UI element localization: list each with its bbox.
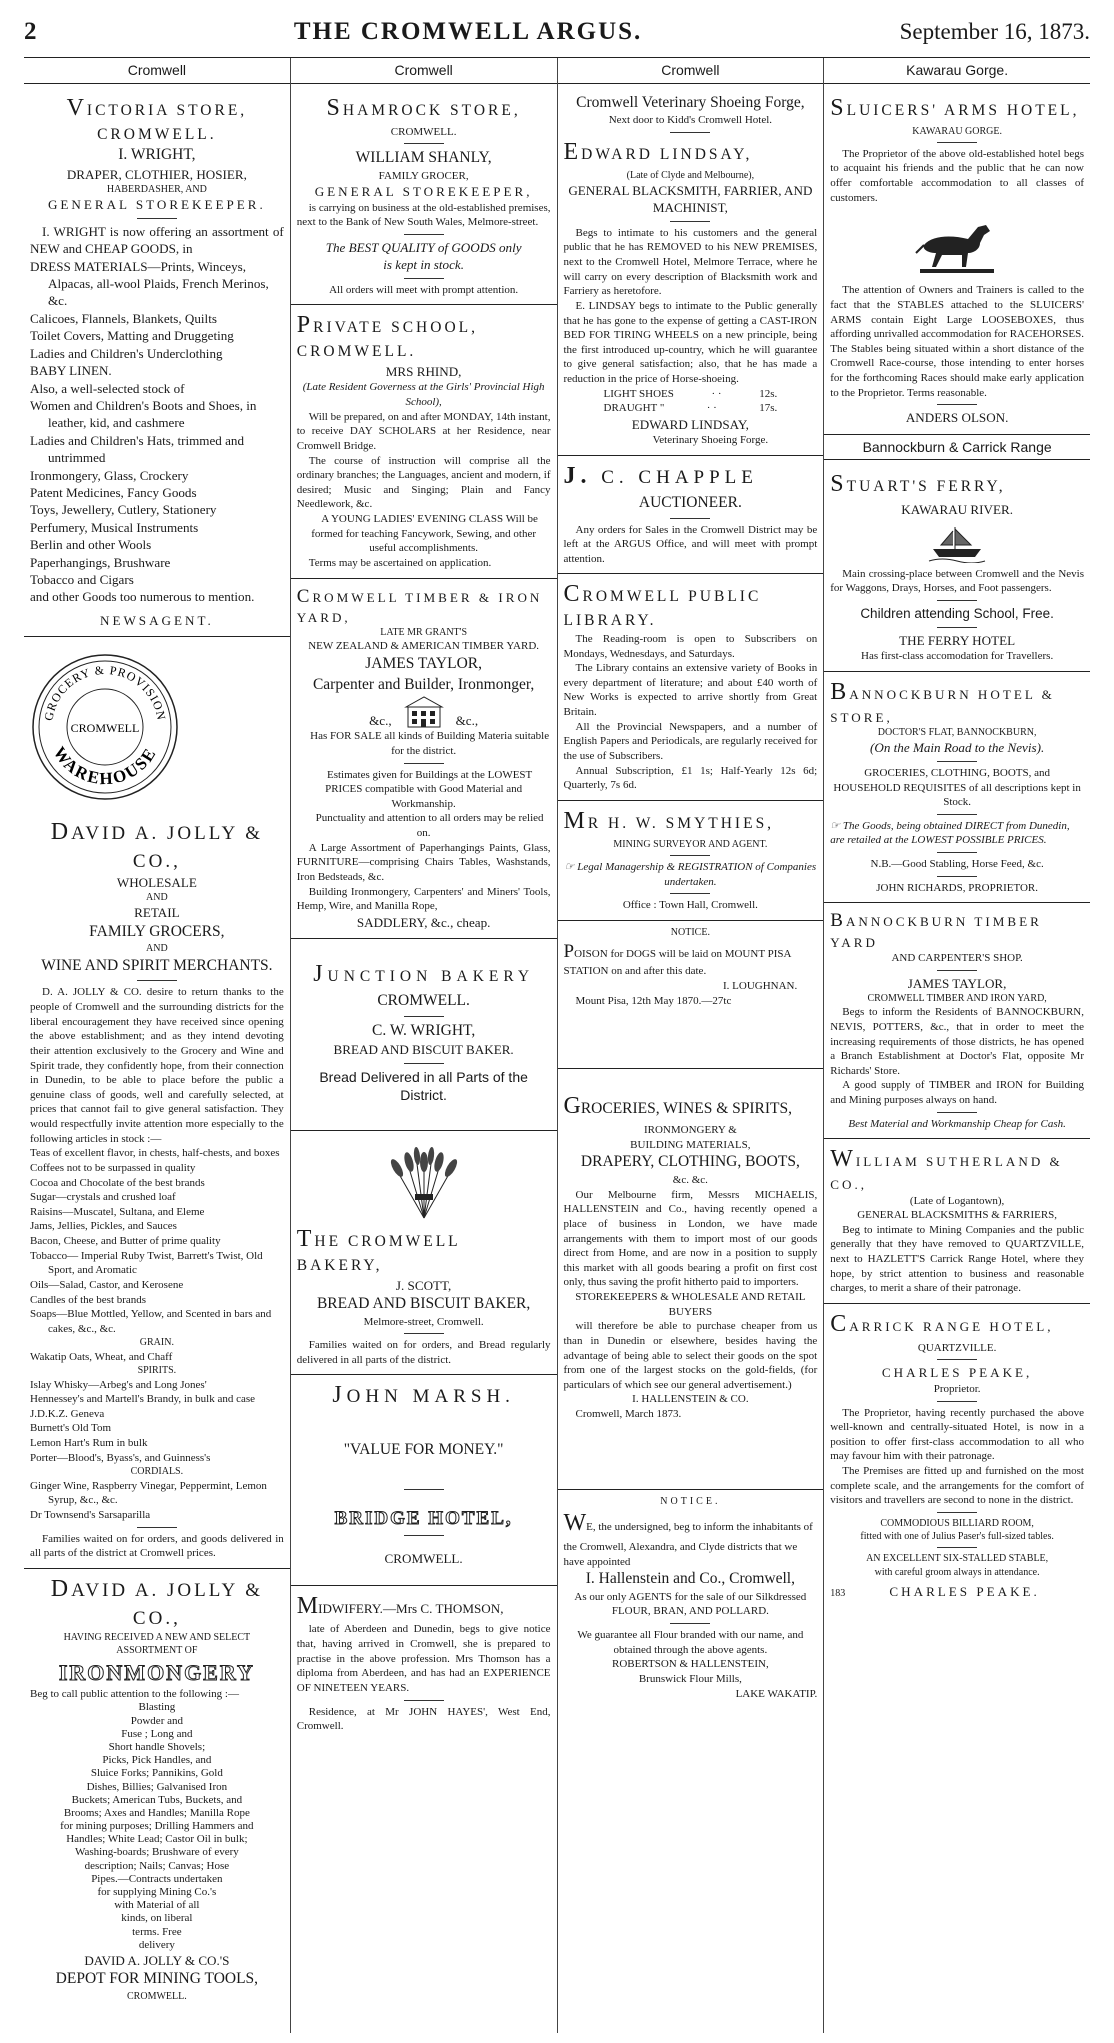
hallenstein-body: Our Melbourne firm, Messrs MICHAELIS, HALLENSTEIN and Co., having recently opened a place of business in London, we have made arrangements with them to import most of our goods direct from Home, and are now in a position to supply this market with all goods bearing a profit on first cost only, thus saving the profit hitherto paid to importers. (563, 1188, 818, 1289)
list-item: Soaps—Blue Mottled, Yellow, and Scented in bars and cakes, &c., &c. (30, 1308, 272, 1335)
smythies-trade: MINING SURVEYOR AND AGENT. (613, 838, 768, 850)
list-item: BABY LINEN. (30, 363, 112, 379)
jolly2-sub2: ASSORTMENT OF (116, 1645, 198, 1657)
list-item: description; Nails; Canvas; Hose (84, 1859, 230, 1872)
notice2-body: WE, the undersigned, beg to inform the inhabitants of the Cromwell, Alexandra, and Clyde districts that we have appointed (563, 1510, 813, 1568)
forge-trade: GENERAL BLACKSMITH, FARRIER, AND MACHINIST, (568, 183, 813, 216)
carrick-prop: Proprietor. (933, 1382, 981, 1395)
price-draught: DRAUGHT " · · 17s. (603, 402, 778, 415)
timber-tools: Building Ironmongery, Carpenters' and Miners' Tools, Hemp, Wire, and Manilla Rope, (296, 885, 551, 913)
carrick-stable: AN EXCELLENT SIX-STALLED STABLE, (866, 1553, 1049, 1565)
smythies-title: MR H. W. SMYTHIES, (563, 807, 775, 834)
timber-paper: A Large Assortment of Paperhangings Paints, Glass, FURNITURE—comprising Chairs Tables, Washstands, Iron Bedsteads, &c. (296, 841, 551, 883)
victoria-owner: I. WRIGHT, (118, 146, 196, 164)
junction-place: CROMWELL. (377, 992, 470, 1010)
list-item: Blasting (138, 1701, 176, 1714)
carrick-owner: CHARLES PEAKE, (881, 1365, 1033, 1381)
list-item: Islay Whisky—Arbeg's and Long Jones' (30, 1378, 207, 1391)
marsh-slogan: "VALUE FOR MONEY." (343, 1441, 504, 1459)
carrick-sig: CHARLES PEAKE. (889, 1584, 1040, 1600)
sluicers-title: SLUICERS' ARMS HOTEL, (830, 94, 1080, 121)
shamrock-owner: WILLIAM SHANLY, (355, 149, 492, 167)
wheat-sheaf-icon (379, 1140, 469, 1220)
btimber-body-2: A good supply of TIMBER and IRON for Building and Mining purposes always on hand. (830, 1079, 1084, 1107)
sutherland-body: Beg to intimate to Mining Companies and the public generally that they have removed to QUARTZVILLE, next to HAZLETT'S Carrick Range Hotel, where they hope, by strict attention to business and reasonable charges, to merit a share of their patronage. (830, 1223, 1084, 1295)
list-item: Jams, Jellies, Pickles, and Sauces (30, 1220, 177, 1233)
ad-chapple (558, 456, 824, 574)
forge-sig-1: EDWARD LINDSAY, (631, 416, 749, 432)
library-b1: The Reading-room is open to Subscribers on Mondays, Wednesdays, and Saturdays. (563, 632, 818, 660)
column-1 (24, 58, 290, 2033)
jolly1-l2: AND (146, 892, 168, 904)
notice2-guar: We guarantee all Flour branded with our name, and obtained through the above agents. (577, 1629, 804, 1656)
midwifery-body: late of Aberdeen and Dunedin, begs to give notice that, having arrived in Cromwell, she is prepared to practise in the above profession. Mrs Thomson has a diploma from Aberdeen, and has had an EXPERIENCE OF NINETEEN YEARS. (296, 1623, 551, 1694)
ad-junction-bakery (291, 939, 557, 1131)
jolly1-title: DAVID A. JOLLY & CO., (50, 818, 264, 872)
masthead (24, 18, 1090, 58)
stuart-body: Main crossing-place between Cromwell and the Nevis for Waggons, Drays, Horses, and Foot passengers. (830, 567, 1084, 595)
poison-body: POISON for DOGS will be laid on MOUNT PISA STATION on and after this date. (563, 941, 791, 978)
cordials-items (30, 1479, 284, 1523)
bannockburn-road: (On the Main Road to the Nevis). (870, 740, 1045, 756)
jolly1-items (30, 1146, 284, 1336)
junction-title: JUNCTION BAKERY (313, 961, 535, 988)
victoria-title: VICTORIA STORE, CROMWELL. (66, 94, 248, 143)
school-body-4: Terms may be ascertained on application. (308, 556, 492, 569)
bakery-title: THE CROMWELL BAKERY, (296, 1225, 461, 1274)
ad-private-school (291, 305, 557, 578)
shamrock-gen: GENERAL STOREKEEPER, (314, 184, 533, 200)
list-item: Dr Townsend's Sarsaparilla (30, 1508, 151, 1521)
carrick-title: CARRICK RANGE HOTEL, (830, 1310, 1054, 1337)
carrick-footer (830, 1583, 1084, 1600)
price-light-shoes: LIGHT SHOES · · 12s. (603, 387, 778, 400)
hallenstein-body-2: will therefore be able to purchase cheaper from us than in Dunedin or elsewhere, besides having the advantage of being able to select their goods on the spot from one of the largest stocks on the gold-fields, (for particulars of which see our general advertisement.) (563, 1320, 818, 1391)
chapple-body: Any orders for Sales in the Cromwell District may be left at the ARGUS Office, and will meet with prompt attention. (563, 523, 818, 565)
timber-est: Estimates given for Buildings at the LOWEST PRICES compatible with Good Material and Workmanship. (325, 768, 533, 810)
stuart-school: Children attending School, Free. (860, 605, 1054, 621)
list-item: kinds, on liberal (121, 1912, 193, 1925)
sluicers-body-2: The attention of Owners and Trainers is called to the fact that the STABLES attached to the SLUICERS' ARMS contain Eight Large LOOSEBOXES, thus affording unrivalled accommodation for RACEHORSES. The Stables being situated within a short distance of the Cromwell Race-course, those intending to enter horses for the forthcoming Races should make early application to the Proprietor. Terms reasonable. (830, 284, 1084, 399)
notice2-sole: As our only AGENTS for the sale of our Silkdressed (574, 1590, 807, 1603)
list-item: Perfumery, Musical Instruments (30, 519, 199, 535)
list-item: Calicoes, Flannels, Blankets, Quilts (30, 310, 217, 326)
column-1-header: Cromwell (24, 58, 290, 84)
ad-poison-notice (558, 921, 824, 1069)
ironmongery-banner: IRONMONGERY (58, 1659, 255, 1685)
bannockburn-place: DOCTOR'S FLAT, BANNOCKBURN, (877, 727, 1037, 739)
page-number: 2 (24, 18, 37, 45)
stuart-place: KAWARAU RIVER. (901, 502, 1013, 518)
column-2-header: Cromwell (291, 58, 557, 84)
list-item: Pipes.—Contracts undertaken (91, 1872, 223, 1885)
ad-john-marsh (291, 1375, 557, 1585)
ad-public-library (558, 574, 824, 800)
btimber-body: Begs to inform the Residents of BANNOCKBURN, NEVIS, POTTERS, &c., that in order to meet the increasing requirements of those districts, he has opened a Branch Establishment at Doctor's Flat, opposite Mr Richards' Store. (830, 1006, 1084, 1077)
timber-owner: JAMES TAYLOR, (365, 655, 482, 673)
bakery-note: Families waited on for orders, and Bread regularly delivered in all parts of the district. (296, 1339, 551, 1366)
hallenstein-sig: I. HALLENSTEIN & CO. (632, 1393, 749, 1406)
shamrock-trade: FAMILY GROCER, (378, 169, 469, 182)
hallenstein-l2: IRONMONGERY & (643, 1124, 737, 1137)
forge-late: (Late of Clyde and Melbourne), (626, 169, 755, 181)
bakery-addr: Melmore-street, Cromwell. (363, 1315, 484, 1328)
bakery-trade: BREAD AND BISCUIT BAKER, (316, 1294, 531, 1312)
ad-cromwell-bakery (291, 1131, 557, 1375)
ad-bannockburn-timber (824, 903, 1090, 1139)
stuart-acc: Has first-class accomodation for Travellers. (861, 650, 1054, 663)
victoria-items (30, 258, 284, 606)
shamrock-body: is carrying on business at the old-established premises, next to the Bank of New South Wales, Melmore-street. (296, 201, 551, 229)
ad-timber-yard (291, 579, 557, 940)
ad-shoeing-forge (558, 88, 824, 456)
bannockburn-title: BANNOCKBURN HOTEL & STORE, (830, 678, 1055, 725)
shamrock-footer: All orders will meet with prompt attention. (329, 283, 519, 296)
school-title: PRIVATE SCHOOL, CROMWELL. (296, 312, 478, 361)
marsh-place: CROMWELL. (384, 1551, 463, 1567)
jolly1-l4: FAMILY GROCERS, (89, 922, 225, 940)
notice2-sig-2: Brunswick Flour Mills, (638, 1672, 742, 1685)
hallenstein-l3: BUILDING MATERIALS, (630, 1138, 751, 1151)
bannockburn-nb: N.B.—Good Stabling, Horse Feed, &c. (870, 858, 1044, 871)
list-item: Coffees not to be surpassed in quality (30, 1161, 196, 1174)
junction-trade: BREAD AND BISCUIT BAKER. (333, 1042, 514, 1058)
list-item: and other Goods too numerous to mention. (30, 589, 255, 605)
list-item: Teas of excellent flavor, in chests, half-chests, and boxes (30, 1147, 280, 1160)
ad-victoria-store (24, 88, 290, 638)
list-item: J.D.K.Z. Geneva (30, 1407, 105, 1420)
sutherland-title: WILLIAM SUTHERLAND & CO., (830, 1146, 1063, 1193)
list-item: Lemon Hart's Rum in bulk (30, 1437, 148, 1450)
smythies-legal: ☞ Legal Managership & REGISTRATION of Companies undertaken. (564, 861, 817, 888)
ad-sutherland (824, 1139, 1090, 1304)
btimber-sub: AND CARPENTER'S SHOP. (891, 951, 1023, 964)
sluicers-place: KAWARAU GORGE. (912, 125, 1002, 137)
bridge-hotel-title: BRIDGE HOTEL, (334, 1507, 513, 1529)
timber-punct: Punctuality and attention to all orders may be relied on. (315, 812, 544, 840)
sluicers-body-1: The Proprietor of the above old-established hotel begs to acquaint his friends and the public that he can now offer comfortable accommodation to all classes of customers. (830, 147, 1084, 204)
list-item: Patent Medicines, Fancy Goods (30, 484, 197, 500)
list-item: Candles of the best brands (30, 1293, 147, 1306)
list-item: Buckets; American Tubs, Buckets, and (71, 1793, 243, 1806)
ad-carrick-range-hotel (824, 1304, 1090, 1608)
jolly2-items (30, 1701, 284, 1952)
victoria-intro: I. WRIGHT is now offering an assortment of NEW and CHEAP GOODS, in (30, 223, 284, 257)
shamrock-place: CROMWELL. (390, 125, 457, 138)
victoria-trades: DRAPER, CLOTHIER, HOSIER, (66, 166, 247, 182)
smythies-office: Office : Town Hall, Cromwell. (622, 899, 758, 912)
timber-trade: Carpenter and Builder, Ironmonger, (312, 675, 535, 693)
timber-sale: Has FOR SALE all kinds of Building Materia suitable for the district. (310, 730, 550, 757)
notice2-sig-1: ROBERTSON & HALLENSTEIN, (612, 1658, 769, 1671)
list-item: Picks, Pick Handles, and (102, 1754, 212, 1767)
chapple-title: J. C. CHAPPLE (563, 463, 758, 490)
junction-owner: C. W. WRIGHT, (372, 1021, 476, 1039)
ad-jolly-ironmongery (24, 1569, 290, 2011)
school-body-3: A YOUNG LADIES' EVENING CLASS Will be formed for teaching Fancywork, Sewing, and other useful accomplishments. (311, 513, 538, 555)
notice2-flour: FLOUR, BRAN, AND POLLARD. (611, 1605, 769, 1618)
jolly2-f3: CROMWELL. (127, 1991, 187, 2002)
poison-sig: I. LOUGHNAN. (723, 980, 798, 993)
list-item: Burnett's Old Tom (30, 1422, 112, 1435)
stuart-hotel: THE FERRY HOTEL (899, 632, 1016, 648)
forge-body-1: Begs to intimate to his customers and the general public that he has REMOVED to his NEW PREMISES, next to the Cromwell Hotel, Melmore Terrace, where he will carry on every description of Blacksmith work and Farriery as heretofore. (563, 226, 818, 298)
school-name: MRS RHIND, (385, 363, 462, 379)
list-item: Cocoa and Chocolate of the best brands (30, 1176, 205, 1189)
timber-title: CROMWELL TIMBER & IRON YARD, (296, 585, 543, 625)
jolly1-l1: WHOLESALE (116, 874, 197, 890)
list-item: Ginger Wine, Raspberry Vinegar, Peppermint, Lemon Syrup, &c., &c. (30, 1479, 267, 1507)
jolly2-f2: DEPOT FOR MINING TOOLS, (55, 1970, 259, 1988)
forge-sub: Next door to Kidd's Cromwell Hotel. (608, 114, 773, 127)
ad-bannockburn-hotel (824, 672, 1090, 903)
svg-text:GROCERY & PROVISION: GROCERY & PROVISION (41, 662, 169, 723)
list-item: Dishes, Billies; Galvanised Iron (86, 1780, 228, 1793)
library-b3: All the Provincial Newspapers, and a number of English Papers and Periodicals, are regularly received for the use of Subscribers. (563, 720, 818, 762)
jolly2-f1: DAVID A. JOLLY & CO.'S (84, 1952, 230, 1968)
btimber-yard: CROMWELL TIMBER AND IRON YARD, (867, 992, 1047, 1004)
list-item: terms. Free (132, 1925, 182, 1938)
list-item: Sluice Forks; Pannikins, Gold (90, 1767, 223, 1780)
list-item: for mining purposes; Drilling Hammers and (60, 1820, 254, 1833)
issue-date: September 16, 1873. (899, 19, 1090, 44)
list-item: Ladies and Children's Underclothing (30, 345, 223, 361)
sutherland-trade: GENERAL BLACKSMITHS & FARRIERS, (857, 1209, 1058, 1222)
stuart-title: STUART'S FERRY, (830, 471, 1006, 498)
list-item: Raisins—Muscatel, Sultana, and Eleme (30, 1205, 205, 1218)
svg-text:WAREHOUSE: WAREHOUSE (49, 743, 161, 789)
school-body-2: The course of instruction will comprise all the ordinary branches; the Languages, ancient and modern, if desired; Music and Singing; Plain and Fancy Needlework, &c. (296, 454, 551, 511)
building-icon (402, 695, 446, 729)
chapple-trade: AUCTIONEER. (638, 493, 742, 511)
carrick-body-1: The Proprietor, having recently purchased the above well-known and centrally-situated Hotel, is now in a position to offer first-class accommodation to all who may favour him with their patronage. (830, 1406, 1084, 1463)
school-body-1: Will be prepared, on and after MONDAY, 14th instant, to receive DAY SCHOLARS at her Residence, near Cromwell Bridge. (296, 410, 551, 452)
list-item: Handles; White Lead; Castor Oil in bulk; (66, 1833, 248, 1846)
midwifery-title: MIDWIFERY.—Mrs C. THOMSON, (296, 1592, 504, 1619)
sutherland-late: (Late of Logantown), (909, 1194, 1005, 1207)
notice2-sig-3: LAKE WAKATIP. (735, 1687, 818, 1700)
ad-shamrock-store (291, 88, 557, 306)
shamrock-title: SHAMROCK STORE, (326, 94, 521, 121)
list-item: Paperhangings, Brushware (30, 554, 171, 570)
list-item: Ladies and Children's Hats, trimmed and untrimmed (30, 432, 244, 466)
timber-nz: NEW ZEALAND & AMERICAN TIMBER YARD. (308, 640, 540, 653)
victoria-hab: HABERDASHER, AND (106, 184, 207, 196)
racehorse-icon (912, 209, 1002, 279)
bannockburn-sig: JOHN RICHARDS, PROPRIETOR. (876, 881, 1039, 894)
list-item: Washing-boards; Brushware of every (74, 1846, 239, 1859)
columns (24, 58, 1090, 2033)
list-item: Powder and (130, 1714, 183, 1727)
list-item: Bacon, Cheese, and Butter of prime quality (30, 1235, 221, 1248)
poison-head: NOTICE. (670, 926, 710, 938)
carrick-billiard: COMMODIOUS BILLIARD ROOM, (880, 1517, 1034, 1529)
library-b2: The Library contains an extensive variety of Books in every department of literature; and about £40 worth of New Works is expected to arrive shortly from Great Britain. (563, 662, 818, 719)
ad-hallenstein (558, 1069, 824, 1489)
spirits-items (30, 1378, 284, 1466)
list-item: Brooms; Axes and Handles; Manilla Rope (63, 1806, 250, 1819)
list-item: Tobacco and Cigars (30, 571, 134, 587)
hallenstein-title: GROCERIES, WINES & SPIRITS, (563, 1093, 792, 1120)
list-item: delivery (138, 1938, 175, 1951)
jolly2-title: DAVID A. JOLLY & CO., (50, 1575, 264, 1629)
list-item: Toilet Covers, Matting and Druggeting (30, 328, 234, 344)
bannockburn-goods: ☞ The Goods, being obtained DIRECT from Dunedin, are retailed at the LOWEST POSSIBLE PRICES. (830, 819, 1070, 847)
list-item: with Material of all (114, 1899, 200, 1912)
column-3 (557, 58, 824, 2033)
carrick-place: QUARTZVILLE. (917, 1341, 997, 1354)
sluicers-sig: ANDERS OLSON. (905, 410, 1009, 426)
marsh-title: JOHN MARSH. (332, 1382, 515, 1409)
bannockburn-body: GROCERIES, CLOTHING, BOOTS, and HOUSEHOLD REQUISITES of all descriptions kept in Stock. (833, 766, 1081, 809)
midwifery-addr: Residence, at Mr JOHN HAYES', West End, Cromwell. (296, 1705, 551, 1733)
school-late: (Late Resident Governess at the Girls' Provincial High School), (302, 381, 545, 409)
hallenstein-date: Cromwell, March 1873. (575, 1408, 682, 1421)
bakery-owner: J. SCOTT, (395, 1277, 452, 1293)
grain-heading: GRAIN. (139, 1337, 174, 1349)
list-item: DRESS MATERIALS—Prints, Winceys, Alpacas, all-wool Plaids, French Merinos, &c. (30, 258, 269, 309)
victoria-footer: NEWSAGENT. (99, 612, 214, 628)
list-item: Women and Children's Boots and Shoes, in leather, kid, and cashmere (30, 397, 257, 431)
column-4-subheader: Bannockburn & Carrick Range (824, 434, 1090, 461)
list-item: Hennessey's and Martell's Brandy, in bulk and case (30, 1393, 256, 1406)
btimber-slogan: Best Material and Workmanship Cheap for Cash. (848, 1117, 1066, 1130)
shamrock-quality-2: is kept in stock. (383, 257, 464, 273)
ad-sluicers-arms (824, 88, 1090, 435)
grocery-warehouse-stamp (30, 652, 180, 802)
list-item: for supplying Mining Co.'s (97, 1886, 217, 1899)
pointing-hand-icon: ☞ (830, 819, 843, 832)
column-4-header: Kawarau Gorge. (824, 58, 1090, 84)
cordials-heading: CORDIALS. (130, 1466, 184, 1478)
jolly1-l3: RETAIL (134, 905, 180, 921)
library-title: CROMWELL PUBLIC LIBRARY. (563, 581, 762, 630)
pointing-hand-icon: ☞ (564, 861, 578, 873)
ad-flour-notice (558, 1490, 824, 1708)
hallenstein-store: STOREKEEPERS & WHOLESALE AND RETAIL BUYERS (575, 1291, 806, 1318)
btimber-owner: JAMES TAYLOR, (907, 975, 1007, 991)
jolly1-l6: WINE AND SPIRIT MERCHANTS. (41, 956, 273, 974)
hallenstein-l4: DRAPERY, CLOTHING, BOOTS, (580, 1153, 800, 1171)
ad-smythies (558, 801, 824, 921)
column-4 (823, 58, 1090, 2033)
library-b4: Annual Subscription, £1 1s; Half-Yearly 12s 6d; Quarterly, 7s 6d. (563, 764, 818, 792)
btimber-title: BANNOCKBURN TIMBER YARD (830, 910, 1042, 950)
hallenstein-l5: &c. &c. (672, 1174, 708, 1187)
poison-date: Mount Pisa, 12th May 1870.—27tc (575, 994, 732, 1007)
timber-etc-row: &c., &c., (297, 695, 551, 729)
forge-title: Cromwell Veterinary Shoeing Forge, (576, 93, 805, 111)
notice2-agent: I. Hallenstein and Co., Cromwell, (585, 1570, 795, 1588)
list-item: Tobacco— Imperial Ruby Twist, Barrett's Twist, Old Sport, and Aromatic (30, 1249, 263, 1277)
jolly2-intro: Beg to call public attention to the following :— (30, 1687, 239, 1700)
list-item: Also, a well-selected stock of (30, 380, 185, 396)
forge-sig-2: Veterinary Shoeing Forge. (652, 434, 769, 447)
forge-body-2: E. LINDSAY begs to intimate to the Public generally that he has gone to the expense of getting a CAST-IRON BED FOR TIRING WHEELS on a new principle, being the first introduced up-country, which he will guarantee to give general satisfaction; also, that he has made a reduction in the price of Horse-shoeing. (563, 299, 818, 386)
newspaper-title: THE CROMWELL ARGUS. (293, 18, 643, 45)
ad-midwifery (291, 1586, 557, 1741)
carrick-body-2: The Premises are fitted up and furnished on the most complete scale, and the arrangements for the comfort of visitors and travellers are second to none in the district. (830, 1465, 1084, 1507)
list-item: Ironmongery, Glass, Crockery (30, 467, 189, 483)
ad-jolly-grocers (24, 637, 290, 1569)
jolly1-body: D. A. JOLLY & CO. desire to return thanks to the people of Cromwell and the surrounding districts for the liberal encouragement they have received since opening the above establishment; and as they intend devoting their attention exclusively to the Grocery and Wine and Spirit trade, they confidently hope, from their connection in Dunedin, to be able to place before the public a genuine class of goods, well and carefully selected, at prices that cannot fail to give general satisfaction. They would respectfully invite attention more especially to the following articles in stock :— (30, 986, 284, 1145)
list-item: Fuse ; Long and (121, 1727, 193, 1740)
carrick-groom: with careful groom always in attendance. (874, 1566, 1040, 1578)
forge-name: EDWARD LINDSAY, (563, 138, 753, 165)
svg-text:CROMWELL: CROMWELL (70, 721, 140, 736)
victoria-gen: GENERAL STOREKEEPER. (47, 197, 266, 213)
list-item: Sugar—crystals and crushed loaf (30, 1191, 176, 1204)
column-2 (290, 58, 557, 2033)
carrick-table: fitted with one of Julius Paser's full-sized tables. (860, 1531, 1054, 1543)
timber-saddle: SADDLERY, &c., cheap. (356, 914, 491, 930)
ferry-boat-icon (927, 523, 987, 563)
shamrock-quality-1: The BEST QUALITY of GOODS only (325, 240, 522, 256)
list-item: Oils—Salad, Castor, and Kerosene (30, 1278, 184, 1291)
jolly1-footer: Families waited on for orders, and goods delivered in all parts of the district at Cromwell prices. (30, 1532, 284, 1560)
list-item: Toys, Jewellery, Cutlery, Stationery (30, 502, 217, 518)
ad-stuarts-ferry (824, 464, 1090, 672)
jolly1-l5: AND (146, 943, 168, 955)
column-3-header: Cromwell (558, 58, 824, 84)
grain-item: Wakatip Oats, Wheat, and Chaff (30, 1350, 173, 1363)
list-item: Porter—Blood's, Byass's, and Guinness's (30, 1451, 211, 1464)
junction-note: Bread Delivered in all Parts of the District. (319, 1068, 528, 1104)
jolly2-sub1: HAVING RECEIVED A NEW AND SELECT (63, 1631, 251, 1643)
list-item: Berlin and other Wools (30, 537, 152, 553)
timber-late: LATE MR GRANT'S (380, 627, 468, 639)
carrick-num: 183 (830, 1588, 846, 1600)
list-item: Short handle Shovels; (108, 1740, 206, 1753)
spirits-heading: SPIRITS. (137, 1365, 177, 1377)
notice2-head: NOTICE. (660, 1495, 721, 1507)
